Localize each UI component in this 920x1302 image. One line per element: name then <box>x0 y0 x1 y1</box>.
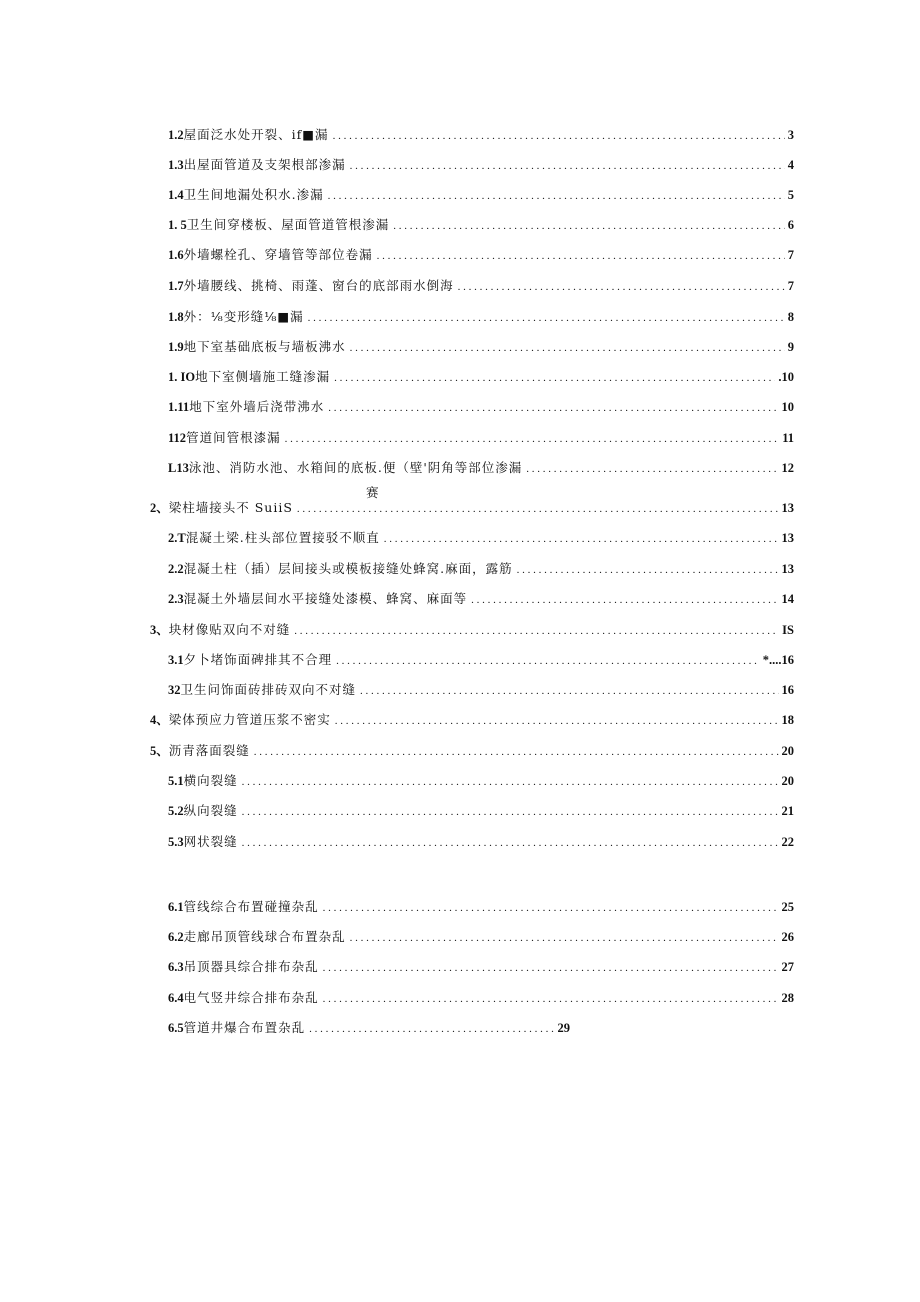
entry-page: 6 <box>787 218 794 232</box>
entry-number: 1. 5 <box>168 218 187 232</box>
dot-leader <box>333 128 785 144</box>
toc-entry[interactable] <box>168 773 794 790</box>
toc-entry[interactable] <box>168 278 794 295</box>
dot-leader <box>458 279 785 295</box>
entry-title: 横向裂缝 <box>183 773 238 788</box>
entry-page: 10 <box>781 400 794 414</box>
dot-leader <box>526 461 778 477</box>
entry-number: 1.7 <box>168 279 184 293</box>
entry-title: 走廊吊顶管线球合布置杂乱 <box>183 929 346 944</box>
entry-page: .10 <box>778 370 794 384</box>
entry-number: 1. IO <box>168 370 196 384</box>
dot-leader <box>377 248 785 264</box>
toc-entry[interactable] <box>150 622 794 639</box>
entry-page: 11 <box>782 431 794 445</box>
dot-leader <box>254 744 779 760</box>
dot-leader <box>471 592 778 608</box>
entry-page: 16 <box>781 683 794 697</box>
toc-entry[interactable] <box>168 530 794 547</box>
dot-leader <box>242 774 779 790</box>
dot-leader <box>350 930 779 946</box>
entry-title: 外：⅛变形缝⅛■漏 <box>183 309 304 324</box>
dot-leader <box>242 835 779 851</box>
entry-number: 32 <box>168 683 181 697</box>
entry-number: L13 <box>168 461 189 475</box>
entry-title: 纵向裂缝 <box>183 803 238 818</box>
entry-title: 管道井爆合布置杂乱 <box>183 1020 306 1035</box>
entry-title: 屋面泛水处开裂、if■漏 <box>183 127 329 142</box>
entry-title: 地下室外墙后浇带沸水 <box>189 399 325 414</box>
toc-entry[interactable] <box>168 899 794 916</box>
toc-entry[interactable] <box>168 990 794 1007</box>
dot-leader <box>336 653 760 669</box>
entry-page: 20 <box>781 744 794 758</box>
entry-title: 电气竖井综合排布杂乱 <box>183 990 319 1005</box>
toc-entry[interactable] <box>168 127 794 144</box>
entry-number: 5.2 <box>168 804 184 818</box>
entry-number: 2、 <box>150 501 169 515</box>
entry-page: 28 <box>781 991 794 1005</box>
toc-entry[interactable] <box>168 803 794 820</box>
entry-page: 27 <box>781 960 794 974</box>
dot-leader <box>323 900 779 916</box>
entry-number: 6.3 <box>168 960 184 974</box>
toc-entry[interactable] <box>168 561 794 578</box>
entry-title: 网状裂缝 <box>183 834 238 849</box>
entry-title: 夕卜堵饰面碑排其不合理 <box>183 652 333 667</box>
toc-entry[interactable] <box>150 500 794 517</box>
entry-title: 混凝土柱（插）层间接头或模板接缝处蜂窝.麻面，露筋 <box>183 561 513 576</box>
entry-title: 卫生间地漏处积水.渗漏 <box>183 187 324 202</box>
dot-leader <box>393 218 784 234</box>
entry-title: 出屋面管道及支架根部渗漏 <box>183 157 346 172</box>
toc-entry[interactable] <box>150 712 794 729</box>
entry-page: 5 <box>787 188 794 202</box>
dot-leader <box>309 1021 554 1037</box>
entry-page: 21 <box>781 804 794 818</box>
entry-number: 1.2 <box>168 128 184 142</box>
toc-entry[interactable] <box>168 187 794 204</box>
toc-entry[interactable] <box>168 369 794 386</box>
entry-page: 26 <box>781 930 794 944</box>
entry-number: 6.1 <box>168 900 184 914</box>
entry-page: 14 <box>781 592 794 606</box>
entry-title: 管道间管根漆漏 <box>186 430 281 445</box>
toc-entry[interactable] <box>168 217 794 234</box>
dot-leader <box>323 991 779 1007</box>
entry-page: 3 <box>787 128 794 142</box>
toc-entry[interactable] <box>168 157 794 174</box>
dot-leader <box>328 400 778 416</box>
entry-number: 6.2 <box>168 930 184 944</box>
entry-number: 1.11 <box>168 400 190 414</box>
entry-title: 地下室侧墙施工缝渗漏 <box>195 369 331 384</box>
entry-number: 6.4 <box>168 991 184 1005</box>
entry-title: 卫生问饰面砖排砖双向不对缝 <box>180 682 357 697</box>
dot-leader <box>334 370 775 386</box>
entry-title: 混凝土梁.柱头部位置接驳不顺直 <box>185 530 380 545</box>
dot-leader <box>335 713 779 729</box>
entry-title: 管线综合布置碰撞杂乱 <box>183 899 319 914</box>
entry-title: 地下室基础底板与墙板沸水 <box>183 339 346 354</box>
dot-leader <box>517 562 779 578</box>
entry-title: 吊顶器具综合排布杂乱 <box>183 959 319 974</box>
dot-leader <box>242 804 779 820</box>
entry-number: 1.4 <box>168 188 184 202</box>
entry-page: 20 <box>781 774 794 788</box>
toc-entry[interactable] <box>168 460 794 477</box>
dot-leader <box>350 340 785 356</box>
dot-leader <box>350 158 785 174</box>
toc-entry[interactable] <box>168 834 794 851</box>
toc-entry[interactable] <box>168 339 794 356</box>
entry-number: 1.6 <box>168 248 184 262</box>
entry-number: 4、 <box>150 713 169 727</box>
entry-number: 1.9 <box>168 340 184 354</box>
entry-page: *....16 <box>762 653 794 667</box>
stray-character: 赛 <box>366 485 380 500</box>
toc-entry[interactable] <box>168 309 794 326</box>
entry-title: 块材像贴双向不对缝 <box>168 622 291 637</box>
entry-page: 8 <box>787 310 794 324</box>
entry-page: 18 <box>781 713 794 727</box>
dot-leader <box>308 310 785 326</box>
dot-leader <box>384 531 779 547</box>
entry-title: 梁柱墙接头不 SuiiS <box>168 500 293 515</box>
dot-leader <box>360 683 778 699</box>
entry-number: 3.1 <box>168 653 184 667</box>
entry-number: 5.3 <box>168 835 184 849</box>
entry-number: 3、 <box>150 623 169 637</box>
toc-entry[interactable] <box>168 1020 570 1037</box>
entry-number: 1.8 <box>168 310 184 324</box>
entry-page: 25 <box>781 900 794 914</box>
toc-entry[interactable] <box>168 682 794 699</box>
entry-title: 梁体预应力管道压浆不密实 <box>168 712 331 727</box>
entry-page: 29 <box>557 1021 570 1035</box>
entry-page: 7 <box>787 279 794 293</box>
toc-entry[interactable] <box>168 929 794 946</box>
dot-leader <box>297 501 779 517</box>
entry-page: IS <box>782 623 794 637</box>
dot-leader <box>328 188 785 204</box>
dot-leader <box>294 623 779 639</box>
entry-page: 13 <box>781 501 794 515</box>
entry-title: 外墙螺栓孔、穿墙管等部位卷漏 <box>183 247 373 262</box>
toc-entry[interactable] <box>168 652 794 669</box>
entry-title: 泳池、消防水池、水箱间的底板.便（壁'阴角等部位渗漏 <box>188 460 523 475</box>
entry-page: 9 <box>787 340 794 354</box>
entry-page: 12 <box>781 461 794 475</box>
dot-leader <box>323 960 779 976</box>
toc-entry[interactable] <box>168 430 794 447</box>
entry-number: 112 <box>168 431 187 445</box>
entry-number: 5.1 <box>168 774 184 788</box>
toc-entry[interactable] <box>150 743 794 760</box>
entry-page: 4 <box>787 158 794 172</box>
toc-entry[interactable] <box>168 591 794 608</box>
entry-title: 混凝土外墙层间水平接缝处漆模、蜂窝、麻面等 <box>183 591 468 606</box>
entry-title: 外墙腰线、挑椅、雨蓬、窗台的底部雨水倒海 <box>183 278 454 293</box>
entry-number: 2.3 <box>168 592 184 606</box>
entry-page: 13 <box>781 531 794 545</box>
toc-entry[interactable] <box>168 399 794 416</box>
entry-page: 13 <box>781 562 794 576</box>
entry-number: 5、 <box>150 744 169 758</box>
entry-title: 沥青落面裂缝 <box>168 743 250 758</box>
toc-entry[interactable] <box>168 247 794 264</box>
toc-entry[interactable] <box>168 959 794 976</box>
dot-leader <box>285 431 780 447</box>
entry-page: 22 <box>781 835 794 849</box>
entry-number: 2.T <box>168 531 186 545</box>
entry-number: 6.5 <box>168 1021 184 1035</box>
entry-number: 2.2 <box>168 562 184 576</box>
entry-title: 卫生间穿楼板、屋面管道管根渗漏 <box>186 217 390 232</box>
entry-number: 1.3 <box>168 158 184 172</box>
entry-page: 7 <box>787 248 794 262</box>
